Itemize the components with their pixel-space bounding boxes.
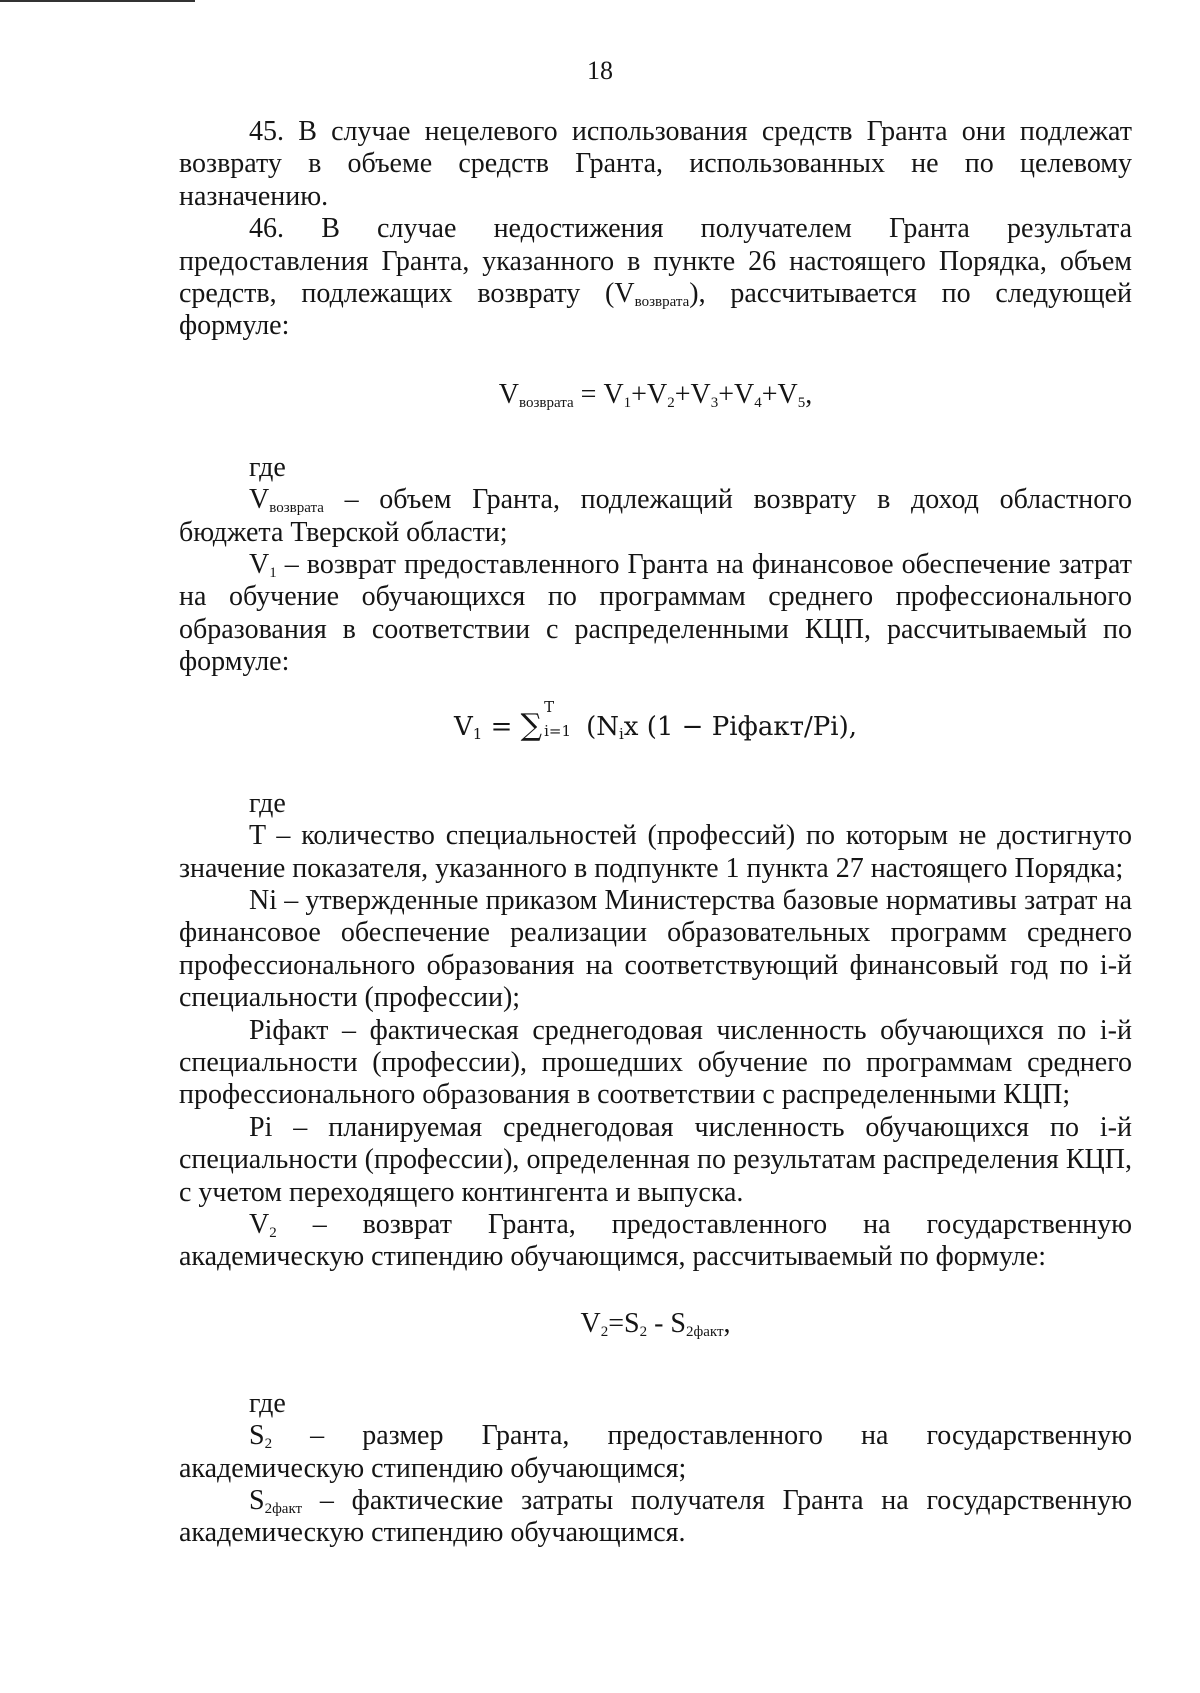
- where-label-3: где: [249, 1387, 286, 1419]
- paragraph-45: 45. В случае нецелевого использования средств Гранта они подлежат возврату в объеме средств Гранта, использованных не по целевому назначению.: [179, 116, 1132, 212]
- formula-v1: $V_1$ = ∑ T i=1 ($N_ix$ (1 − Piфакт/Pi),: [454, 697, 857, 743]
- definition-ni: Ni – утвержденные приказом Министерства базовые нормативы затрат на финансовое обеспечение реализации образовательных программ среднего профессионального образования на соответствующий финансовый год по i-й специальности (профессии);: [179, 884, 1132, 1014]
- definition-s2: $S_2$ – размер Гранта, предоставленного на государственную академическую стипендию обучающимся;: [179, 1420, 1132, 1484]
- document-body: [179, 116, 1132, 1550]
- definition-pi: Pi – планируемая среднегодовая численность обучающихся по i-й специальности (профессии), определенная по результатам распределения КЦП, с учетом переходящего контингента и выпуска.: [179, 1111, 1132, 1208]
- where-label-2: где: [249, 787, 286, 819]
- definition-v2: $V_2$ – возврат Гранта, предоставленного на государственную академическую стипендию обучающимся, рассчитываемый по формуле:: [179, 1208, 1132, 1273]
- definition-v-vozvrata: $V_{возврата}$ – объем Гранта, подлежащий возврату в доход областного бюджета Тверской области;: [179, 484, 1132, 548]
- sum-symbol: ∑: [520, 707, 543, 743]
- formula-v-vozvrata: $V_{возврата} = V_1+V_2+V_3+V_4+V_5$,: [498, 378, 813, 411]
- page-number: 18: [587, 56, 613, 85]
- scan-edge-line: [0, 0, 195, 6]
- sum-limits: T i=1: [544, 697, 571, 740]
- paragraph-46: 46. В случае недостижения получателем Гранта результата предоставления Гранта, указанного в пункте 26 настоящего Порядка, объем средств, подлежащих возврату $(V_{возврата})$, рассчитывается по следующей формуле:: [179, 213, 1132, 342]
- definition-s2fakt: $S_{2факт}$ – фактические затраты получателя Гранта на государственную академическую стипендию обучающимся.: [179, 1485, 1132, 1549]
- definition-pifakt: Piфакт – фактическая среднегодовая численность обучающихся по i-й специальности (профессии), прошедших обучение по программам среднего профессионального образования в соответствии с распределенными КЦП;: [179, 1014, 1132, 1111]
- formula-v2: $V_2=S_2 - S_{2факт}$,: [580, 1307, 731, 1340]
- definition-t: T – количество специальностей (профессий) по которым не достигнуто значение показателя, указанного в подпункте 1 пункта 27 настоящего Порядка;: [179, 820, 1132, 884]
- definition-v1: $V_1$ – возврат предоставленного Гранта на финансовое обеспечение затрат на обучение обучающихся по программам среднего профессионального образования в соответствии с распределенными КЦП, рассчитываемый по формуле:: [179, 549, 1132, 678]
- where-label-1: где: [249, 451, 286, 483]
